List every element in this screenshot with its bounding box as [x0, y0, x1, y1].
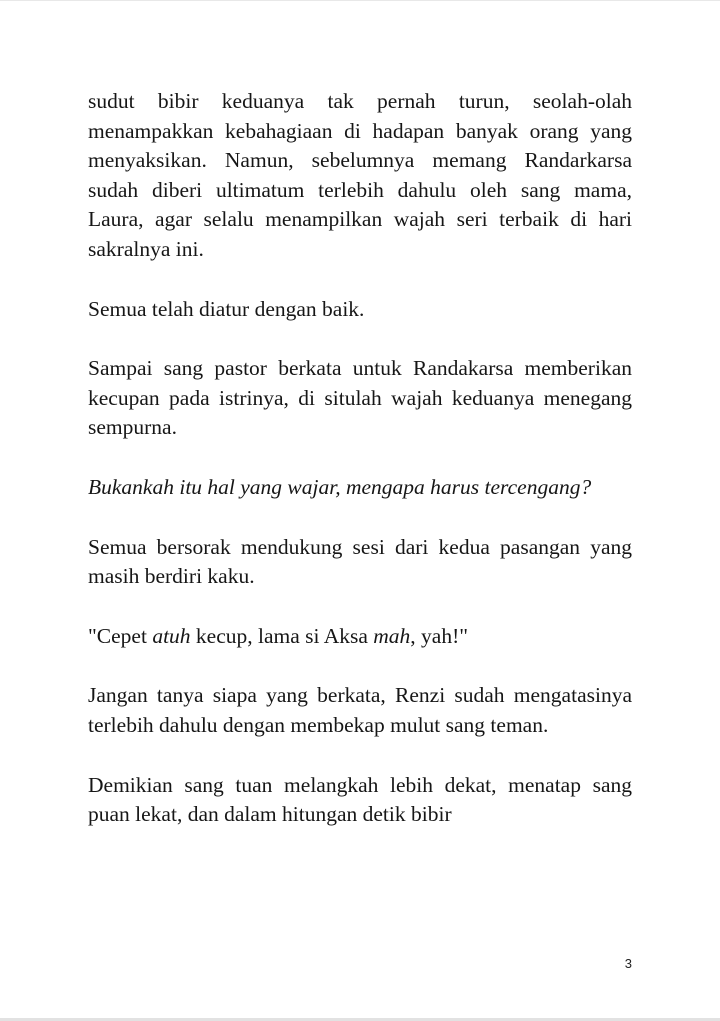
paragraph: Demikian sang tuan melangkah lebih dekat, menatap sang puan lekat, dan dalam hitungan detik bibir: [88, 772, 632, 827]
dialogue-text: "Cepet: [88, 623, 153, 648]
page-number: 3: [624, 956, 632, 971]
page-body: [88, 87, 632, 860]
dialogue-paragraph: [88, 622, 632, 652]
paragraph: Jangan tanya siapa yang berkata, Renzi sudah mengatasinya terlebih dahulu dengan membekap mulut sang teman.: [88, 683, 632, 737]
italic-paragraph: Bukankah itu hal yang wajar, mengapa harus tercengang?: [88, 474, 592, 499]
dialogue-text: kecup, lama si Aksa: [190, 623, 374, 648]
paragraph: Semua bersorak mendukung sesi dari kedua pasangan yang masih berdiri kaku.: [88, 534, 632, 589]
paragraph: Sampai sang pastor berkata untuk Randakarsa memberikan kecupan pada istrinya, di situlah wajah keduanya menegang sempurna.: [88, 356, 632, 440]
dialogue-emphasis: atuh: [152, 623, 191, 648]
paragraph: sudut bibir keduanya tak pernah turun, seolah-olah menampakkan kebahagiaan di hadapan banyak orang yang menyaksikan. Namun, sebelumnya memang Randarkarsa sudah diberi ultimatum terlebih dahulu oleh sang mama, Laura, agar selalu menampilkan wajah seri terbaik di hari sakralnya ini.: [88, 89, 632, 261]
dialogue-emphasis: mah: [373, 623, 411, 648]
paragraph: Semua telah diatur dengan baik.: [88, 296, 365, 321]
dialogue-text: , yah!": [410, 623, 469, 648]
